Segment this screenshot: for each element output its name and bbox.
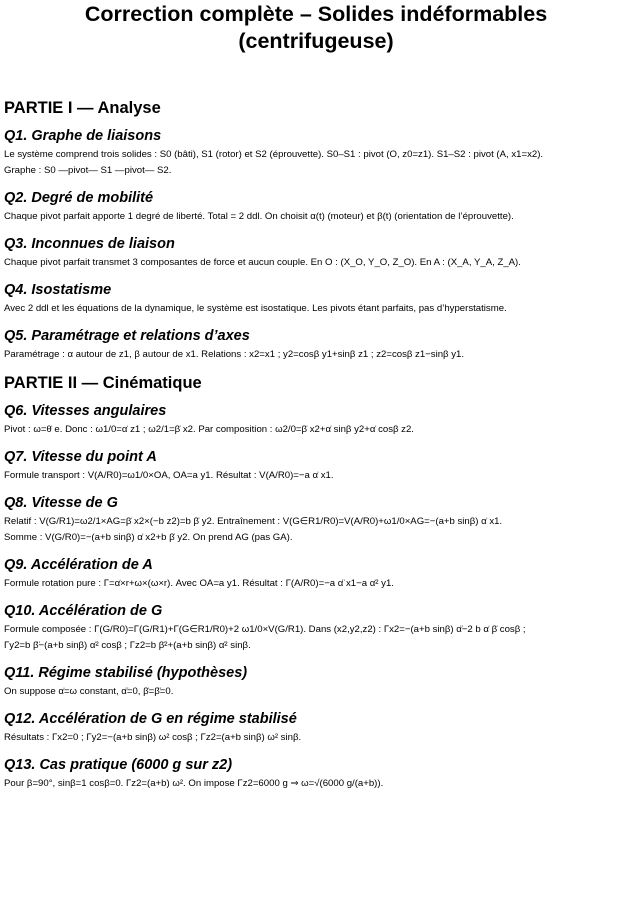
title-line-2: (centrifugeuse)	[238, 29, 394, 53]
answer-line-q9-1: Formule rotation pure : Γ=α̇×r+ω×(ω×r). Avec OA=a y1. Résultat : Γ(A/R0)=−a α̈ x1−a α̇² y1.	[4, 578, 394, 589]
answer-line-q3-1: Chaque pivot parfait transmet 3 composantes de force et aucun couple. En O : (X_O, Y_O, Z_O). En A : (X_A, Y_A, Z_A).	[4, 257, 521, 268]
answer-line-q5-1: Paramétrage : α autour de z1, β autour de x1. Relations : x2=x1 ; y2=cosβ y1+sinβ z1 ; z2=cosβ z1−sinβ y1.	[4, 349, 465, 360]
answer-line-q12-1: Résultats : Γx2=0 ; Γy2=−(a+b sinβ) ω² cosβ ; Γz2=(a+b sinβ) ω² sinβ.	[4, 732, 302, 743]
title-line-1: Correction complète – Solides indéformables	[84, 2, 548, 26]
question-title-q13: Q13. Cas pratique (6000 g sur z2)	[4, 757, 233, 773]
question-title-q8: Q8. Vitesse de G	[4, 495, 118, 511]
question-title-q7: Q7. Vitesse du point A	[4, 449, 157, 465]
part-heading-analyse: PARTIE I — Analyse	[4, 99, 161, 117]
answer-line-q8-1: Relatif : V(G/R1)=ω2/1×AG=β̇ x2×(−b z2)=b β̇ y2. Entraînement : V(G∈R1/R0)=V(A/R0)+ω1/0×AG=−(a+b sinβ) α̇ x1.	[4, 516, 503, 527]
question-title-q11: Q11. Régime stabilisé (hypothèses)	[4, 665, 248, 681]
question-title-q12: Q12. Accélération de G en régime stabilisé	[4, 711, 297, 727]
answer-line-q13-1: Pour β=90°, sinβ=1 cosβ=0. Γz2=(a+b) ω². On impose Γz2=6000 g ⇒ ω=√(6000 g/(a+b)).	[4, 778, 384, 789]
answer-line-q6-1: Pivot : ω=θ̇ e. Donc : ω1/0=α̇ z1 ; ω2/1=β̇ x2. Par composition : ω2/0=β̇ x2+α̇ sinβ y2+α̇ cosβ z2.	[4, 424, 414, 435]
answer-line-q10-2: Γy2=b β̈−(a+b sinβ) α̇² cosβ ; Γz2=b β̇²+(a+b sinβ) α̇² sinβ.	[4, 640, 251, 651]
answer-line-q2-1: Chaque pivot parfait apporte 1 degré de liberté. Total = 2 ddl. On choisit α(t) (moteur) et β(t) (orientation de l’éprouvette).	[4, 211, 514, 222]
document-title	[4, 0, 628, 55]
answer-line-q4-1: Avec 2 ddl et les équations de la dynamique, le système est isostatique. Les pivots étant parfaits, pas d’hyperstatisme.	[4, 303, 507, 314]
question-title-q5: Q5. Paramétrage et relations d’axes	[4, 328, 250, 344]
question-title-q2: Q2. Degré de mobilité	[4, 190, 154, 206]
question-title-q1: Q1. Graphe de liaisons	[4, 128, 162, 144]
question-title-q10: Q10. Accélération de G	[4, 603, 163, 619]
part-heading-cinematique: PARTIE II — Cinématique	[4, 374, 202, 392]
answer-line-q7-1: Formule transport : V(A/R0)=ω1/0×OA, OA=a y1. Résultat : V(A/R0)=−a α̇ x1.	[4, 470, 334, 481]
answer-line-q8-2: Somme : V(G/R0)=−(a+b sinβ) α̇ x2+b β̇ y2. On prend AG (pas GA).	[4, 532, 293, 543]
question-title-q4: Q4. Isostatisme	[4, 282, 112, 298]
question-title-q9: Q9. Accélération de A	[4, 557, 153, 573]
answer-line-q11-1: On suppose α̇=ω constant, α̈=0, β̇=β̈=0.	[4, 686, 174, 697]
question-title-q3: Q3. Inconnues de liaison	[4, 236, 175, 252]
answer-line-q1-1: Le système comprend trois solides : S0 (bâti), S1 (rotor) et S2 (éprouvette). S0–S1 : pivot (O, z0=z1). S1–S2 : pivot (A, x1=x2).	[4, 149, 544, 160]
answer-line-q1-2: Graphe : S0 —pivot— S1 —pivot— S2.	[4, 165, 172, 176]
answer-line-q10-1: Formule composée : Γ(G/R0)=Γ(G/R1)+Γ(G∈R1/R0)+2 ω1/0×V(G/R1). Dans (x2,y2,z2) : Γx2=−(a+b sinβ) α̈−2 b α̇ β̇ cosβ ;	[4, 624, 526, 635]
question-title-q6: Q6. Vitesses angulaires	[4, 403, 167, 419]
